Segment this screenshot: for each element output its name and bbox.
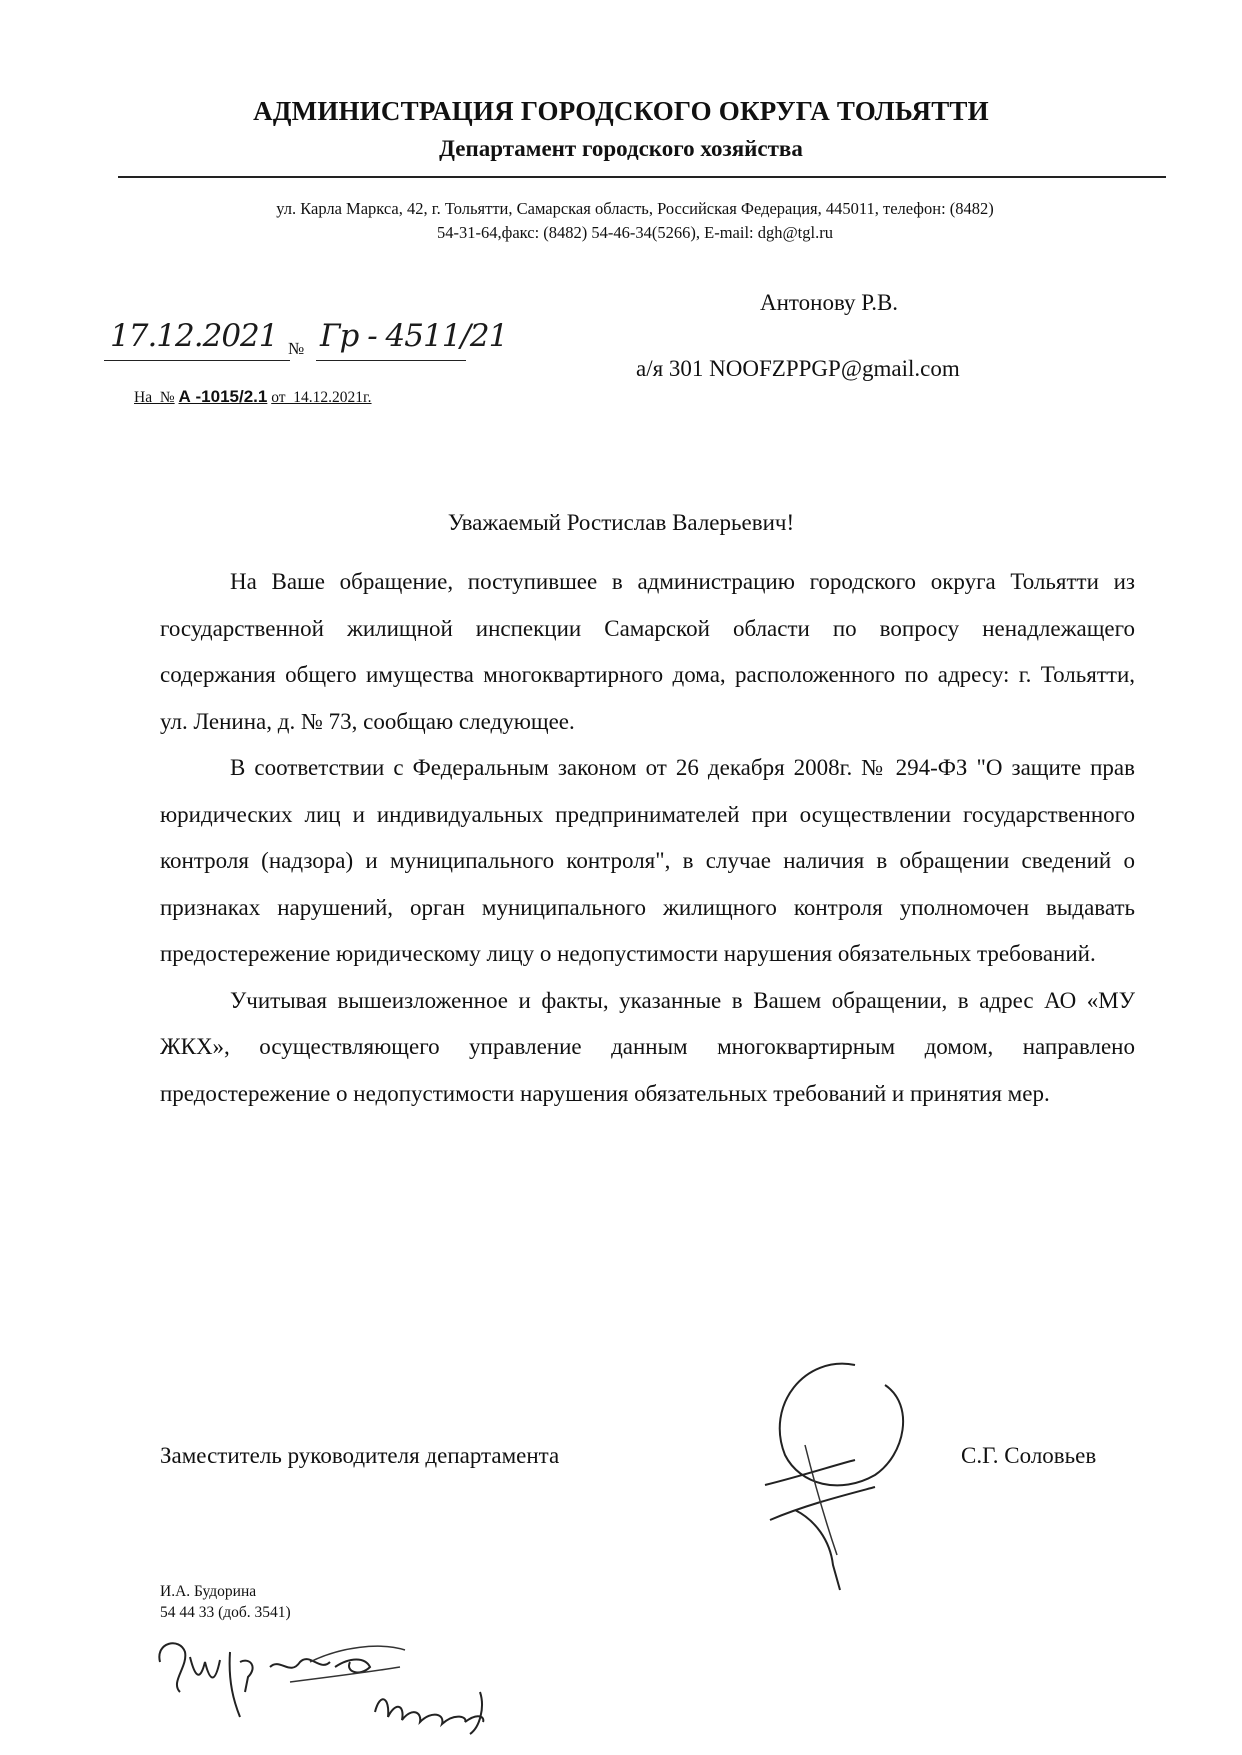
header-divider <box>118 176 1166 178</box>
date-underline <box>104 360 290 361</box>
handwritten-note-icon <box>150 1622 570 1740</box>
recipient-name: Антонову Р.В. <box>760 290 899 315</box>
body-paragraph: На Ваше обращение, поступившее в администрацию городского округа Тольятти из государственной жилищной инспекции Самарской области по вопросу ненадлежащего содержания общего имущества многоквартирного дома, расположенного по адресу: г. Тольятти, ул. Ленина, д. № 73, сообщаю следующее. <box>160 569 1135 734</box>
executor-phone: 54 44 33 (доб. 3541) <box>160 1604 291 1621</box>
reply-prefix: На № <box>134 389 175 406</box>
reply-reference <box>134 387 372 407</box>
registration-date: 17.12.2021 <box>110 318 278 354</box>
body-paragraph: В соответствии с Федеральным законом от 26 декабря 2008г. № 294-ФЗ "О защите прав юридических лиц и индивидуальных предпринимателей при осуществлении государственного контроля (надзора) и муниципального контроля", в случае наличия в обращении сведений о признаках нарушений, орган муниципального жилищного контроля уполномочен выдавать предостережение юридическому лицу о недопустимости нарушения обязательных требований. <box>160 755 1135 966</box>
reply-number: А -1015/2.1 <box>178 387 268 406</box>
greeting: Уважаемый Ростислав Валерьевич! <box>447 510 795 535</box>
reply-date: от 14.12.2021г. <box>271 389 372 406</box>
letter-body <box>160 559 1135 1117</box>
body-paragraph: Учитывая вышеизложенное и факты, указанные в Вашем обращении, в адрес АО «МУ ЖКХ», осуществляющего управление данным многоквартирным домом, направлено предостережение о недопустимости нарушения обязательных требований и принятия мер. <box>160 987 1135 1106</box>
contact-info <box>150 197 1120 245</box>
executor-name: И.А. Будорина <box>160 1583 257 1600</box>
registration-number-sign: № <box>288 339 305 358</box>
number-underline <box>316 360 466 361</box>
registration-number: Гр - 4511/21 <box>320 318 508 354</box>
contact-line-1: ул. Карла Маркса, 42, г. Тольятти, Самарская область, Российская Федерация, 445011, телефон: (8482) <box>276 199 994 218</box>
recipient-address: а/я 301 NOOFZPPGP@gmail.com <box>636 356 960 381</box>
signatory-title: Заместитель руководителя департамента <box>160 1443 560 1468</box>
department-title: Департамент городского хозяйства <box>439 136 803 161</box>
signatory-name: С.Г. Соловьев <box>961 1443 1097 1468</box>
contact-line-2: 54-31-64,факс: (8482) 54-46-34(5266), E-mail: dgh@tgl.ru <box>437 223 833 242</box>
executor-info <box>160 1581 291 1623</box>
organization-title: АДМИНИСТРАЦИЯ ГОРОДСКОГО ОКРУГА ТОЛЬЯТТИ <box>253 96 989 126</box>
signature-icon <box>745 1345 945 1605</box>
